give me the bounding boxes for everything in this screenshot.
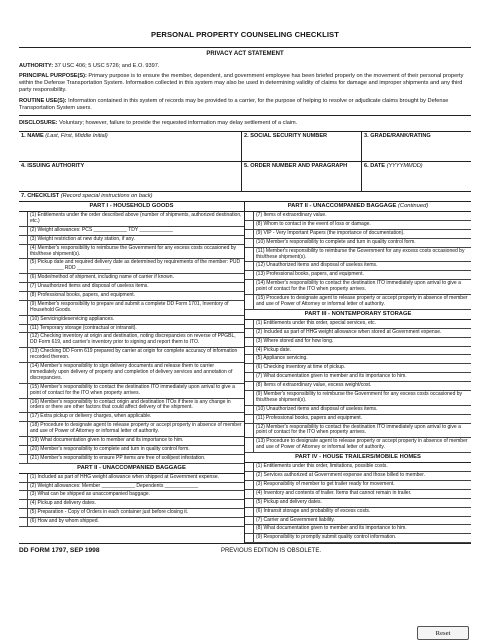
checklist-item-text: (11) Member's responsibility to reimburse the Government for any excess costs occasioned by this/these shipment(s). <box>256 247 465 260</box>
checklist-item-text: (9) VIP - Very Important Papers (the importance of documentation). <box>256 229 405 236</box>
checklist-item <box>19 227 244 236</box>
checklist-item <box>245 364 471 373</box>
checklist-item <box>19 455 244 464</box>
checkbox[interactable] <box>245 355 254 363</box>
checklist-item-text: (7) Items of extraordinary value. <box>256 212 327 219</box>
checkbox[interactable] <box>245 499 254 507</box>
checklist-item-text: (2) Weight allowances: Member ____________ Dependents ____________ <box>30 482 199 489</box>
checkbox[interactable] <box>245 248 254 262</box>
checkbox[interactable] <box>19 500 28 508</box>
checklist-item <box>245 525 471 534</box>
checkbox[interactable] <box>19 292 28 300</box>
checklist-item-text: (13) Procedure to designate agent to release property or accept property in absence of member and use of Power of Attorney or informal letter of authority. <box>256 438 468 451</box>
checklist-item <box>245 508 471 517</box>
ssn-field[interactable] <box>242 132 362 161</box>
ssn-label: 2. SOCIAL SECURITY NUMBER <box>244 133 328 140</box>
routine-text: Information contained in this system of records may be provided to a carrier, for the purpose of helping to resolve or adjudicate claims brought by Defense Transportation System users. <box>19 97 449 111</box>
checkbox[interactable] <box>19 301 28 315</box>
checklist-left-column <box>19 202 245 543</box>
field-row-1 <box>19 132 471 162</box>
checklist-item <box>245 212 471 221</box>
checkbox[interactable] <box>245 382 254 390</box>
name-field[interactable] <box>19 132 242 161</box>
checklist-item-text: (3) What can be shipped as unaccompanied baggage. <box>30 491 151 498</box>
checkbox[interactable] <box>19 227 28 235</box>
previous-edition-note: PREVIOUS EDITION IS OBSOLETE. <box>220 547 321 554</box>
checklist-item <box>245 329 471 338</box>
part2c-heading <box>245 202 471 212</box>
checkbox[interactable] <box>19 399 28 413</box>
checkbox[interactable] <box>245 424 254 438</box>
checklist-item-text: (2) Included as part of HHG weight allowance when stored at Government expense. <box>256 328 442 335</box>
form-page <box>19 16 471 638</box>
checklist-item <box>19 292 244 301</box>
checklist-item <box>245 391 471 406</box>
checklist-item <box>19 399 244 414</box>
checklist-item-text: (13) Professional books, papers, and equipment. <box>256 271 364 278</box>
checkbox[interactable] <box>19 236 28 244</box>
part3-list <box>245 320 471 453</box>
checklist-item <box>19 325 244 334</box>
authority-label: AUTHORITY: <box>19 62 54 69</box>
checklist-item-text: (12) Checking inventory at origin and destination, noting discrepancies on reverse of PPGBL, DD Form 619, and carrier's inventory prior to signing and report them to ITO. <box>30 333 236 346</box>
checklist-item-text: (10) Member's responsibility to complete and turn in quality control form. <box>256 238 416 245</box>
checkbox[interactable] <box>245 320 254 328</box>
checkbox[interactable] <box>19 245 28 259</box>
checkbox[interactable] <box>245 438 254 452</box>
checklist-item <box>19 446 244 455</box>
checklist-item-text: (11) Temporary storage (contractual or intransit). <box>30 324 137 331</box>
checklist-item <box>19 491 244 500</box>
disclosure-paragraph <box>19 115 471 127</box>
part2-list <box>19 474 244 527</box>
checklist-item <box>19 259 244 274</box>
authority-paragraph <box>19 63 471 70</box>
checkbox[interactable] <box>245 525 254 533</box>
checkbox[interactable] <box>245 212 254 220</box>
checkbox[interactable] <box>245 415 254 423</box>
checklist-item-text: (17) Extra pickup or delivery charges, when applicable. <box>30 413 152 420</box>
checklist-item <box>245 481 471 490</box>
checkbox[interactable] <box>245 262 254 270</box>
checkbox[interactable] <box>245 481 254 489</box>
checkbox[interactable] <box>245 472 254 480</box>
order-number-label: 5. ORDER NUMBER AND PARAGRAPH <box>244 163 348 170</box>
checklist-item-text: (5) Preparation - Copy of Orders in each container just before closing it. <box>30 509 189 516</box>
checkbox[interactable] <box>245 508 254 516</box>
checklist-item <box>245 415 471 424</box>
checklist-item-text: (3) Responsibility of member to get trailer ready for movement. <box>256 480 395 487</box>
form-footer <box>19 547 471 555</box>
checklist-item <box>19 483 244 492</box>
checklist-item-text: (4) Pickup and delivery dates. <box>30 500 96 507</box>
checkbox[interactable] <box>245 534 254 542</box>
checklist-item <box>245 262 471 271</box>
checkbox[interactable] <box>245 406 254 414</box>
routine-paragraph <box>19 98 471 112</box>
checkbox[interactable] <box>245 373 254 381</box>
checkbox[interactable] <box>19 212 28 226</box>
checkbox[interactable] <box>19 413 28 421</box>
checklist-item-text: (4) Inventory and contents of trailer. Items that cannot remain in trailer. <box>256 489 412 496</box>
checklist-hint: (Record special instructions on back) <box>59 193 153 200</box>
part2c-heading-text: PART II - UNACCOMPANIED BAGGAGE <box>287 203 397 210</box>
checkbox[interactable] <box>245 490 254 498</box>
checklist-item <box>19 301 244 316</box>
checklist-item-text: (7) Unauthorized items and disposal of useless items. <box>30 283 149 290</box>
checkbox[interactable] <box>19 474 28 482</box>
checklist-item-text: (9) Member's responsibility to reimburse the Government for any excess costs occasioned by this/these shipment(s). <box>256 391 463 403</box>
checkbox[interactable] <box>245 463 254 471</box>
checklist-item <box>19 236 244 245</box>
checklist-item-text: (8) Professional books, papers, and equipment. <box>30 292 136 299</box>
checkbox[interactable] <box>19 518 28 526</box>
checklist-item <box>245 355 471 364</box>
checklist-item <box>245 373 471 382</box>
checkbox[interactable] <box>19 483 28 491</box>
checkbox[interactable] <box>19 316 28 324</box>
form-title: PERSONAL PROPERTY COUNSELING CHECKLIST <box>151 30 339 39</box>
checklist-item <box>19 245 244 260</box>
checklist-item-text: (15) Procedure to designate agent to release property or accept property in absence of member and use of Power of Attorney or informal letter of authority. <box>256 295 468 307</box>
checklist-item-text: (12) Member's responsibility to contact the destination ITO immediately upon arrival to give a point of contact for the ITO when property arrives. <box>256 423 461 436</box>
checklist-item-text: (6) Mode/method of shipment, including name of carrier if known. <box>30 274 174 281</box>
checklist-item-text: (1) Entitlements under the order described above (number of shipments, authorized destination, etc.) <box>30 212 242 225</box>
checklist-item-text: (3) Weight restriction at new duty station, if any. <box>30 235 135 242</box>
part4-heading: PART IV - HOUSE TRAILERS/MOBILE HOMES <box>245 453 471 463</box>
checklist-item <box>245 320 471 329</box>
reset-button[interactable]: Reset <box>417 626 469 640</box>
checklist-item <box>19 413 244 422</box>
checkbox[interactable] <box>19 348 28 362</box>
checkbox[interactable] <box>19 491 28 499</box>
purpose-text: Primary purpose is to ensure the member, dependent, and government employee has been briefed properly on the movement of their personal property within the Defense Transportation System. Information collected in this system may also be used in determining validity of claims for damage and improper shipments and any third party responsibility. <box>19 73 464 93</box>
checklist-item-text: (15) Member's responsibility to contact the destination ITO immediately upon arrival to give a point of contact for the ITO when property arrives. <box>30 383 235 396</box>
checklist-item <box>245 338 471 347</box>
checklist-item-text: (20) Member's responsibility to complete and turn in quality control form. <box>30 445 190 452</box>
name-label: 1. NAME <box>21 133 44 140</box>
checklist-item <box>245 472 471 481</box>
checkbox[interactable] <box>19 363 28 383</box>
checklist-item <box>245 382 471 391</box>
checkbox[interactable] <box>245 295 254 309</box>
checkbox[interactable] <box>19 422 28 436</box>
checklist-item-text: (6) How and by whom shipped. <box>30 518 99 525</box>
part1-heading: PART I - HOUSEHOLD GOODS <box>19 202 244 212</box>
part2-heading: PART II - UNACCOMPANIED BAGGAGE <box>19 464 244 474</box>
checklist-item-text: (12) Unauthorized items and disposal of useless items. <box>256 262 378 269</box>
checklist-item-text: (10) Servicing/deservicing appliances. <box>30 315 115 322</box>
checkbox[interactable] <box>245 230 254 238</box>
checklist-item-text: (9) Member's responsibility to prepare and submit a complete DD Form 1701, Inventory of Household Goods. <box>30 300 229 313</box>
checklist-item <box>245 248 471 263</box>
checkbox[interactable] <box>245 391 254 405</box>
checklist-item <box>245 463 471 472</box>
checklist-item-text: (1) Entitlements under this order, limitations, possible costs. <box>256 463 388 470</box>
checklist-label: 7. CHECKLIST <box>21 193 60 200</box>
part4-list <box>245 463 471 543</box>
checkbox[interactable] <box>19 509 28 517</box>
checkbox[interactable] <box>19 325 28 333</box>
checklist-item-text: (1) Included as part of HHG weight allowance when shipped at Government expense. <box>30 473 219 480</box>
checklist-item <box>245 221 471 230</box>
checklist-item <box>245 239 471 248</box>
checkbox[interactable] <box>19 274 28 282</box>
checkbox[interactable] <box>19 384 28 398</box>
checklist-item <box>19 363 244 384</box>
checkbox[interactable] <box>245 271 254 279</box>
date-hint: (YYYYMMDD) <box>385 163 423 170</box>
issuing-authority-field[interactable] <box>19 162 242 191</box>
checklist-item <box>19 474 244 483</box>
checklist-item <box>245 499 471 508</box>
checklist-item <box>245 271 471 280</box>
checkbox[interactable] <box>19 446 28 454</box>
part1-list <box>19 212 244 464</box>
form-number: DD FORM 1797, SEP 1998 <box>19 547 100 555</box>
checklist-item-text: (7) What documentation given to member and its importance to him. <box>256 373 407 380</box>
checkbox[interactable] <box>19 333 28 347</box>
checklist-columns <box>19 202 471 544</box>
identity-fields <box>19 131 471 192</box>
checklist-item <box>19 422 244 437</box>
checkbox[interactable] <box>245 347 254 355</box>
date-label: 6. DATE <box>364 163 386 170</box>
checklist-item-text: (18) Procedure to designate agent to release property or accept property in absence of member and use of Power of Attorney or informal letter of authority. <box>30 422 242 435</box>
checklist-item <box>19 384 244 399</box>
checklist-item-text: (14) Member's responsibility to sign delivery documents and release them to carrier immediately upon delivery of property and completion of delivery services and annotation of discrepancies. <box>30 363 233 381</box>
issuing-authority-label: 4. ISSUING AUTHORITY <box>21 163 85 170</box>
checklist-item <box>19 333 244 348</box>
checklist-item-text: (4) Pickup date. <box>256 346 292 353</box>
grade-field[interactable] <box>362 132 471 161</box>
checklist-item-text: (7) Carrier and Government liability. <box>256 516 335 523</box>
checklist-item-text: (13) Checking DD Form 619 prepared by carrier at origin for complete accuracy of information recorded thereon. <box>30 348 238 361</box>
checklist-item-text: (8) What documentation given to member and its importance to him. <box>256 525 407 532</box>
checklist-item <box>19 274 244 283</box>
checklist-item <box>19 509 244 518</box>
checklist-item-text: (11) Professional books, papers and equipment. <box>256 414 363 421</box>
checklist-item-text: (16) Member's responsibility to contact origin and destination ITOs if there is any change in orders or there are other factors that could affect delivery of the shipment. <box>30 398 231 411</box>
checkbox[interactable] <box>245 517 254 525</box>
checkbox[interactable] <box>19 455 28 463</box>
checklist-item <box>245 280 471 295</box>
checklist-item <box>19 518 244 527</box>
checklist-item-text: (21) Member's responsibility to ensure PP items are free of soil/pest infestation. <box>30 454 206 461</box>
checklist-item-text: (14) Member's responsibility to contact the destination ITO immediately upon arrival to give a point of contact for the ITO when property arrives. <box>256 280 461 293</box>
checklist-item-text: (2) Weight allowances: PCS ____________ TDY ____________ <box>30 226 173 233</box>
checklist-item-text: (1) Entitlements under this order, special services, etc. <box>256 319 377 326</box>
authority-text: 37 USC 406; 5 USC 5726; and E.O. 9397. <box>53 62 160 69</box>
order-number-field[interactable] <box>242 162 362 191</box>
checklist-item <box>19 437 244 446</box>
checklist-item <box>19 283 244 292</box>
checklist-item-text: (4) Member's responsibility to reimburse the Government for any excess costs occasioned by this/these shipment(s). <box>30 244 237 257</box>
checklist-item-text: (5) Pickup and delivery dates. <box>256 498 322 505</box>
checkbox[interactable] <box>245 239 254 247</box>
checklist-item-text: (3) Where stored and for how long. <box>256 337 334 344</box>
checkbox[interactable] <box>245 329 254 337</box>
checklist-item <box>19 316 244 325</box>
checklist-item <box>19 348 244 363</box>
checklist-item-text: (5) Pickup date and required delivery date as determined by requirements of the member: PUD ____________ RDD ____________ <box>30 259 241 272</box>
checklist-item <box>245 347 471 356</box>
field-row-2 <box>19 162 471 192</box>
checklist-item <box>19 212 244 227</box>
checkbox[interactable] <box>245 364 254 372</box>
checklist-item-text: (5) Appliance servicing. <box>256 355 308 362</box>
purpose-label: PRINCIPAL PURPOSE(S): <box>19 73 87 80</box>
routine-label: ROUTINE USE(S): <box>19 97 67 104</box>
checklist-right-column <box>245 202 471 543</box>
checklist-heading <box>19 192 471 202</box>
checklist-item <box>245 534 471 543</box>
checklist-item-text: (6) Intransit storage and probability of excess costs. <box>256 507 371 514</box>
name-hint: (Last, First, Middle Initial) <box>43 133 108 140</box>
checklist-item-text: (19) What documentation given to member and its importance to him. <box>30 436 184 443</box>
purpose-paragraph <box>19 73 471 93</box>
checkbox[interactable] <box>19 437 28 445</box>
checklist-item-text: (10) Unauthorized items and disposal of useless items. <box>256 405 378 412</box>
date-field[interactable] <box>362 162 471 191</box>
part3-heading: PART III - NONTEMPORARY STORAGE <box>245 310 471 320</box>
checklist-item <box>245 424 471 439</box>
checklist-item <box>19 500 244 509</box>
checklist-item-text: (9) Responsibility to promptly submit quality control information. <box>256 534 397 541</box>
checkbox[interactable] <box>19 259 28 273</box>
checklist-item <box>245 490 471 499</box>
checklist-item <box>245 295 471 310</box>
privacy-heading: PRIVACY ACT STATEMENT <box>19 47 471 58</box>
checklist-item-text: (8) Whom to contact in the event of loss or damage. <box>256 221 371 228</box>
checklist-item-text: (2) Services authorized at Government expense and those billed to member. <box>256 472 425 479</box>
part2c-hint: (Continued) <box>396 203 429 210</box>
checklist-item-text: (8) Items of extraordinary value, excess weight/cost. <box>256 382 372 389</box>
checkbox[interactable] <box>245 280 254 294</box>
checklist-item <box>245 406 471 415</box>
checklist-item <box>245 517 471 526</box>
checklist-item <box>245 438 471 453</box>
checklist-item <box>245 230 471 239</box>
disclosure-text: Voluntary; however, failure to provide the requested information may delay settlement of a claim. <box>57 120 298 127</box>
checklist-item-text: (6) Checking inventory at time of pickup. <box>256 364 346 371</box>
checkbox[interactable] <box>19 283 28 291</box>
checkbox[interactable] <box>245 338 254 346</box>
part2c-list <box>245 212 471 310</box>
checkbox[interactable] <box>245 221 254 229</box>
grade-label: 3. GRADE/RANK/RATING <box>364 133 431 140</box>
disclosure-label: DISCLOSURE: <box>19 120 58 127</box>
